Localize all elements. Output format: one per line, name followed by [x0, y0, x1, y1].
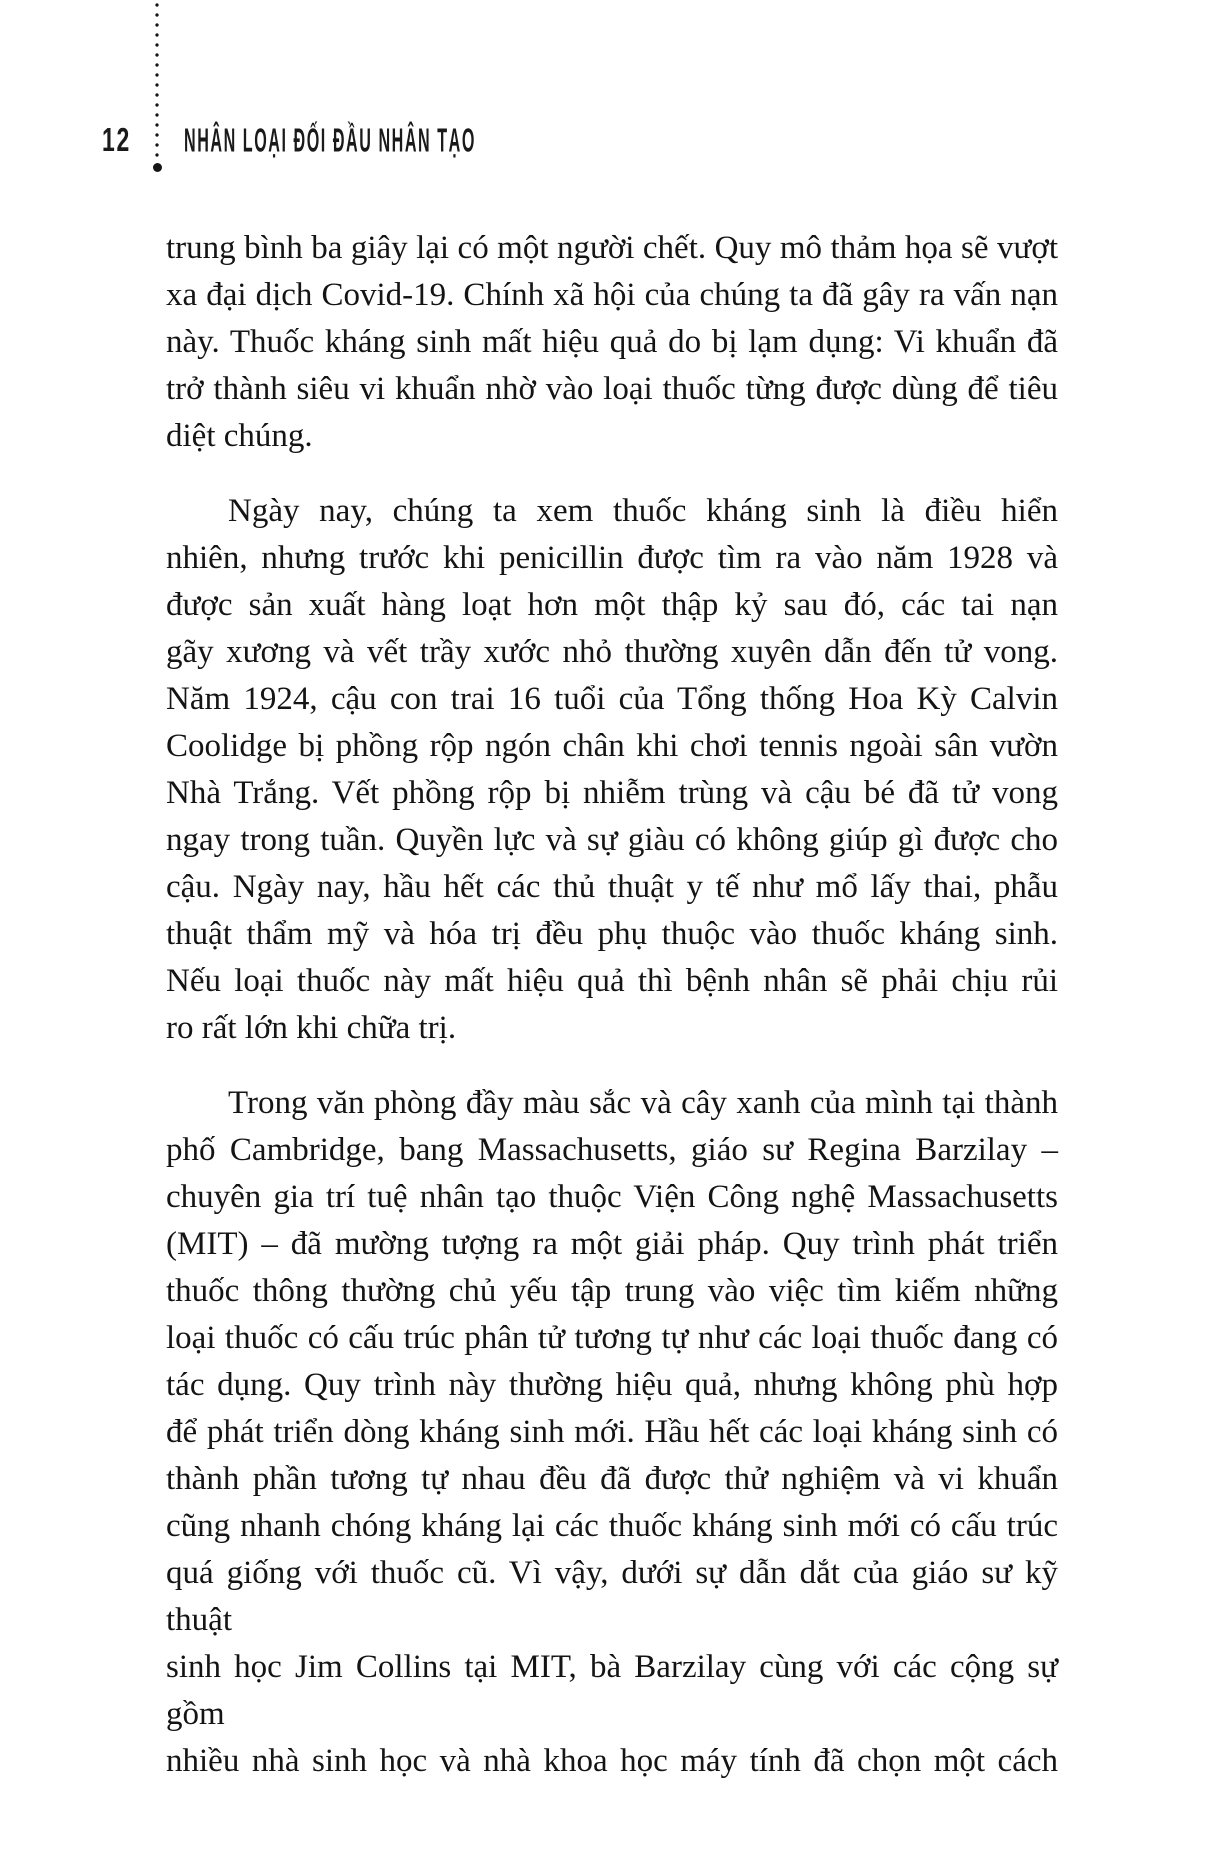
text-line: chuyên gia trí tuệ nhân tạo thuộc Viện Công nghệ Massachusetts — [166, 1179, 1058, 1215]
text-line: thành phần tương tự nhau đều đã được thử nghiệm và vi khuẩn — [166, 1461, 1058, 1497]
text-line: Coolidge bị phồng rộp ngón chân khi chơi tennis ngoài sân vườn — [166, 728, 1058, 764]
text-line: cậu. Ngày nay, hầu hết các thủ thuật y tế như mổ lấy thai, phẫu — [166, 869, 1058, 905]
body-text — [166, 225, 1058, 1785]
text-line: cũng nhanh chóng kháng lại các thuốc kháng sinh mới có cấu trúc — [166, 1508, 1058, 1544]
text-line: Trong văn phòng đầy màu sắc và cây xanh của mình tại thành — [228, 1085, 1058, 1121]
text-line: Nếu loại thuốc này mất hiệu quả thì bệnh nhân sẽ phải chịu rủi — [166, 963, 1058, 999]
text-line: Năm 1924, cậu con trai 16 tuổi của Tổng thống Hoa Kỳ Calvin — [166, 681, 1058, 717]
text-line: quá giống với thuốc cũ. Vì vậy, dưới sự dẫn dắt của giáo sư kỹ thuật — [166, 1555, 1058, 1638]
text-line: được sản xuất hàng loạt hơn một thập kỷ sau đó, các tai nạn — [166, 587, 1058, 623]
running-header-title: NHÂN LOẠI ĐỐI ĐẦU NHÂN TẠO — [184, 120, 476, 160]
page-number: 12 — [102, 120, 131, 159]
paragraph — [166, 1080, 1058, 1785]
text-line: thuật thẩm mỹ và hóa trị đều phụ thuộc vào thuốc kháng sinh. — [166, 916, 1058, 952]
text-line: nhiều nhà sinh học và nhà khoa học máy tính đã chọn một cách — [166, 1743, 1058, 1779]
text-line: trung bình ba giây lại có một người chết. Quy mô thảm họa sẽ vượt — [166, 230, 1058, 266]
text-line: thuốc thông thường chủ yếu tập trung vào việc tìm kiếm những — [166, 1273, 1058, 1309]
text-line: xa đại dịch Covid-19. Chính xã hội của chúng ta đã gây ra vấn nạn — [166, 277, 1058, 313]
text-line: loại thuốc có cấu trúc phân tử tương tự như các loại thuốc đang có — [166, 1320, 1058, 1356]
text-line: phố Cambridge, bang Massachusetts, giáo sư Regina Barzilay – — [166, 1132, 1058, 1168]
rule-end-dot — [153, 163, 162, 172]
text-line: để phát triển dòng kháng sinh mới. Hầu hết các loại kháng sinh có — [166, 1414, 1058, 1450]
paragraph — [166, 225, 1058, 460]
text-line: trở thành siêu vi khuẩn nhờ vào loại thuốc từng được dùng để tiêu — [166, 371, 1058, 407]
text-line: gãy xương và vết trầy xước nhỏ thường xuyên dẫn đến tử vong. — [166, 634, 1058, 670]
text-line: diệt chúng. — [166, 418, 313, 454]
text-line: Nhà Trắng. Vết phồng rộp bị nhiễm trùng và cậu bé đã tử vong — [166, 775, 1058, 811]
paragraph — [166, 488, 1058, 1052]
text-line: sinh học Jim Collins tại MIT, bà Barzilay cùng với các cộng sự gồm — [166, 1649, 1058, 1732]
text-line: Ngày nay, chúng ta xem thuốc kháng sinh là điều hiển — [228, 493, 1058, 529]
text-line: nhiên, nhưng trước khi penicillin được tìm ra vào năm 1928 và — [166, 540, 1058, 576]
dotted-rule — [155, 0, 159, 160]
text-line: (MIT) – đã mường tượng ra một giải pháp. Quy trình phát triển — [166, 1226, 1058, 1262]
text-line: tác dụng. Quy trình này thường hiệu quả, nhưng không phù hợp — [166, 1367, 1058, 1403]
text-line: ngay trong tuần. Quyền lực và sự giàu có không giúp gì được cho — [166, 822, 1058, 858]
text-line: ro rất lớn khi chữa trị. — [166, 1010, 457, 1046]
text-line: này. Thuốc kháng sinh mất hiệu quả do bị lạm dụng: Vi khuẩn đã — [166, 324, 1058, 360]
